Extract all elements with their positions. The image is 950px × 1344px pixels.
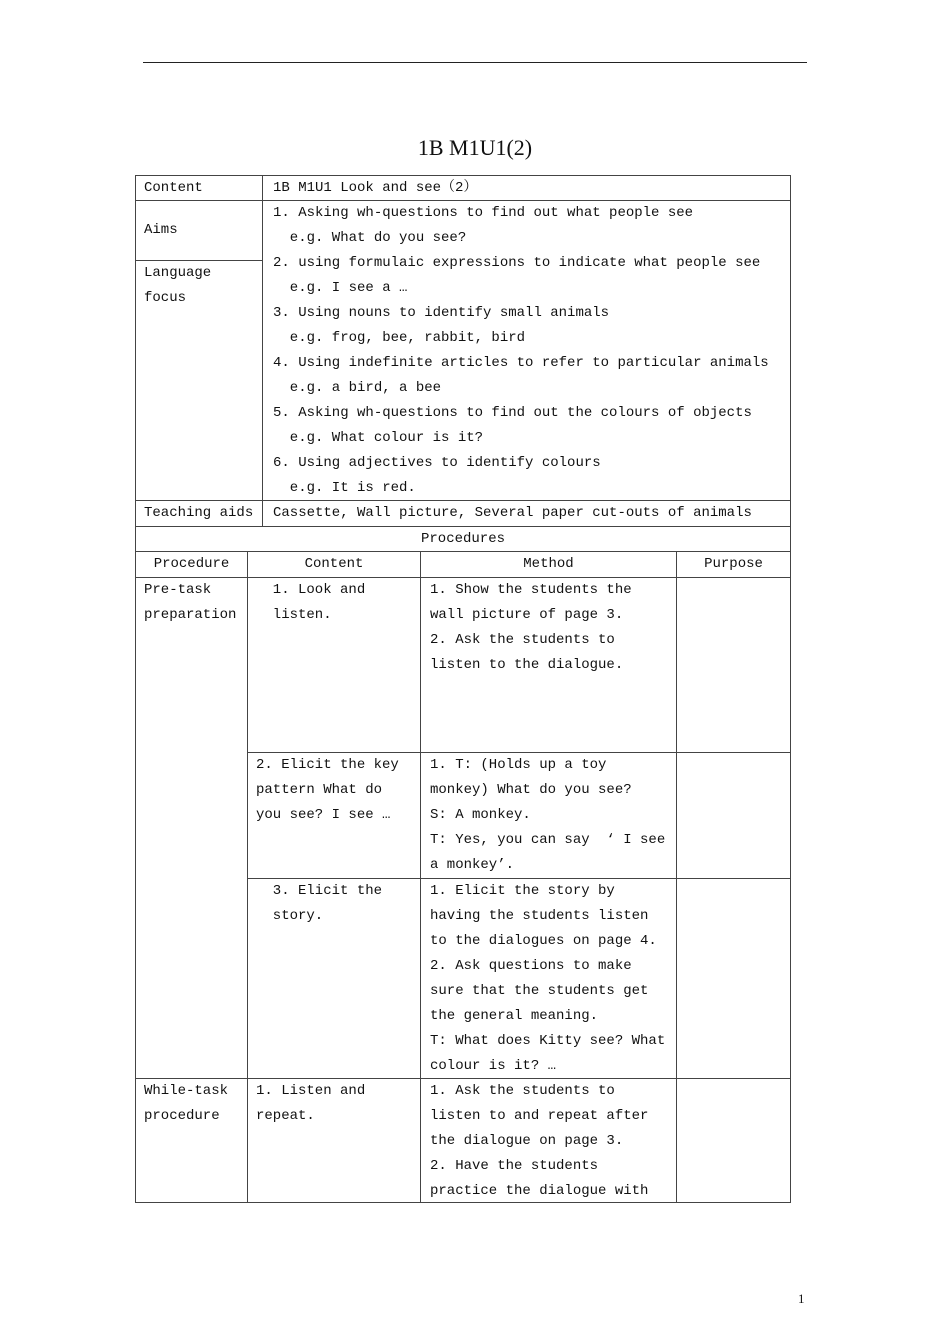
- cell-text: Method: [523, 556, 574, 572]
- text-line: 2. Elicit the key: [256, 757, 399, 773]
- text-line: the dialogue on page 3.: [430, 1133, 624, 1149]
- text-line: story.: [256, 908, 324, 924]
- text-line: monkey) What do you see?: [430, 782, 632, 798]
- text-line: focus: [144, 290, 187, 306]
- aims-label-cell: [135, 200, 263, 261]
- text-line: 1. Look and: [256, 582, 366, 598]
- text-line: procedure: [144, 1108, 220, 1124]
- text-line: Language: [144, 265, 212, 281]
- text-line: While-task: [144, 1083, 229, 1099]
- text-line: Pre-task: [144, 582, 212, 598]
- row-content-cell: [247, 878, 421, 1079]
- text-line: listen to the dialogue.: [430, 657, 624, 673]
- text-line: e.g. What colour is it?: [273, 430, 484, 446]
- text-line: 1. Listen and: [256, 1083, 366, 1099]
- content-value-cell: [262, 175, 791, 201]
- column-header-procedure: [135, 551, 248, 578]
- text-line: 4. Using indefinite articles to refer to particular animals: [273, 355, 769, 371]
- row-content-cell: [247, 752, 421, 879]
- cell-text: 1B M1U1 Look and see（2）: [273, 180, 478, 196]
- page-number: 1: [798, 1291, 805, 1306]
- row-purpose-cell: [676, 1078, 791, 1203]
- row-method-cell: [420, 752, 677, 879]
- row-method-cell: [420, 878, 677, 1079]
- column-header-method: [420, 551, 677, 578]
- text-line: you see? I see …: [256, 807, 391, 823]
- text-line: 3. Using nouns to identify small animals: [273, 305, 610, 321]
- text-line: 2. Ask the students to: [430, 632, 615, 648]
- cell-text: Content: [144, 180, 203, 196]
- column-header-purpose: [676, 551, 791, 578]
- text-line: S: A monkey.: [430, 807, 531, 823]
- text-line: 5. Asking wh-questions to find out the colours of objects: [273, 405, 752, 421]
- cell-text: Cassette, Wall picture, Several paper cut-outs of animals: [273, 505, 752, 521]
- stage-while-task-cell: [135, 1078, 248, 1203]
- text-line: 1. Asking wh-questions to find out what people see: [273, 205, 694, 221]
- text-line: e.g. a bird, a bee: [273, 380, 442, 396]
- cell-text: Content: [304, 556, 364, 572]
- text-line: sure that the students get: [430, 983, 649, 999]
- text-line: 2. using formulaic expressions to indicate what people see: [273, 255, 761, 271]
- row-method-cell: [420, 577, 677, 753]
- row-method-cell: [420, 1078, 677, 1203]
- cell-text: Procedure: [153, 556, 230, 572]
- text-line: to the dialogues on page 4.: [430, 933, 657, 949]
- text-line: preparation: [144, 607, 237, 623]
- row-content-cell: [247, 577, 421, 753]
- row-purpose-cell: [676, 577, 791, 753]
- content-label-cell: [135, 175, 263, 201]
- teaching-aids-label-cell: [135, 500, 263, 527]
- text-line: repeat.: [256, 1108, 315, 1124]
- language-focus-label-cell: [135, 260, 263, 501]
- text-line: the general meaning.: [430, 1008, 599, 1024]
- text-line: T: Yes, you can say ‘ I see: [430, 832, 666, 848]
- cell-text: Procedures: [420, 531, 505, 547]
- procedures-heading-cell: [135, 526, 791, 552]
- text-line: a monkey’.: [430, 857, 515, 873]
- text-line: pattern What do: [256, 782, 383, 798]
- text-line: 3. Elicit the: [256, 883, 383, 899]
- row-purpose-cell: [676, 878, 791, 1079]
- aims-value-cell: [262, 200, 791, 501]
- text-line: listen to and repeat after: [430, 1108, 649, 1124]
- text-line: practice the dialogue with: [430, 1183, 649, 1199]
- stage-pre-task-cell: [135, 577, 248, 1079]
- cell-text: Aims: [144, 222, 178, 238]
- text-line: 6. Using adjectives to identify colours: [273, 455, 601, 471]
- text-line: e.g. What do you see?: [273, 230, 467, 246]
- text-line: having the students listen: [430, 908, 649, 924]
- text-line: 1. T: (Holds up a toy: [430, 757, 607, 773]
- text-line: 1. Show the students the: [430, 582, 632, 598]
- text-line: 1. Elicit the story by: [430, 883, 615, 899]
- header-rule: [143, 62, 807, 63]
- text-line: 2. Ask questions to make: [430, 958, 632, 974]
- row-content-cell: [247, 1078, 421, 1203]
- text-line: e.g. I see a …: [273, 280, 408, 296]
- text-line: T: What does Kitty see? What: [430, 1033, 666, 1049]
- text-line: wall picture of page 3.: [430, 607, 624, 623]
- text-line: e.g. It is red.: [273, 480, 416, 496]
- text-line: colour is it? …: [430, 1058, 557, 1074]
- teaching-aids-value-cell: [262, 500, 791, 527]
- row-purpose-cell: [676, 752, 791, 879]
- cell-text: Teaching aids: [144, 505, 254, 521]
- text-line: 1. Ask the students to: [430, 1083, 615, 1099]
- text-line: listen.: [256, 607, 332, 623]
- page-title: 1B M1U1(2): [417, 135, 533, 160]
- column-header-content: [247, 551, 421, 578]
- text-line: 2. Have the students: [430, 1158, 599, 1174]
- cell-text: Purpose: [704, 556, 763, 572]
- text-line: e.g. frog, bee, rabbit, bird: [273, 330, 526, 346]
